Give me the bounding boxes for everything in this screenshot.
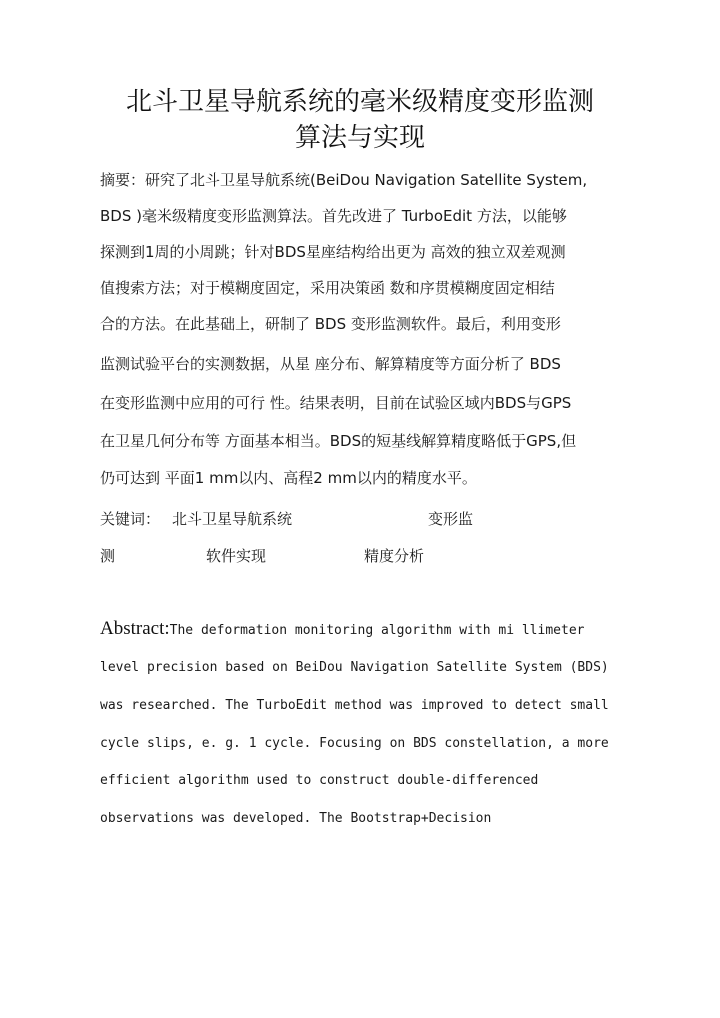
abstract-cn-line: 监测试验平台的实测数据，从星 座分布、解算精度等方面分析了 BDS	[100, 355, 561, 373]
abstract-en-line: observations was developed. The Bootstrap+Decision	[100, 811, 492, 826]
abstract-cn-line: BDS )毫米级精度变形监测算法。首先改进了 TurboEdit 方法，以能够	[100, 207, 567, 225]
keyword-item: 精度分析	[364, 547, 425, 565]
abstract-cn-line: 探测到1周的小周跳；针对BDS星座结构给出更为 高效的独立双差观测	[100, 243, 566, 261]
keywords-label: 关键词：	[100, 510, 161, 528]
abstract-en-line: efficient algorithm used to construct double-differenced	[100, 773, 539, 788]
abstract-cn-line: 值搜索方法；对于模糊度固定，采用决策函 数和序贯模糊度固定相结	[100, 279, 555, 297]
abstract-en-line: level precision based on BeiDou Navigation Satellite System (BDS)	[100, 660, 609, 675]
keyword-item: 测	[100, 547, 116, 565]
abstract-en-first-line	[100, 619, 584, 641]
abstract-cn-line: 摘要：研究了北斗卫星导航系统(BeiDou Navigation Satellite System,	[100, 171, 588, 189]
abstract-heading: Abstract:	[100, 618, 170, 639]
keyword-item: 变形监	[428, 510, 474, 528]
paper-title-line-2: 算法与实现	[294, 123, 425, 153]
keyword-item: 软件实现	[206, 547, 267, 565]
paper-title-line-1: 北斗卫星导航系统的毫米级精度变形监测	[125, 87, 594, 117]
abstract-cn-line: 在变形监测中应用的可行 性。结果表明，目前在试验区域内BDS与GPS	[100, 394, 572, 412]
abstract-en-line: cycle slips, e. g. 1 cycle. Focusing on BDS constellation, a more	[100, 736, 609, 751]
abstract-cn-line: 在卫星几何分布等 方面基本相当。BDS的短基线解算精度略低于GPS,但	[100, 432, 577, 450]
abstract-en-line: was researched. The TurboEdit method was improved to detect small	[100, 698, 609, 713]
keyword-item: 北斗卫星导航系统	[172, 510, 293, 528]
abstract-cn-line: 合的方法。在此基础上，研制了 BDS 变形监测软件。最后，利用变形	[100, 315, 561, 333]
abstract-en-text: The deformation monitoring algorithm with mi llimeter	[169, 623, 585, 638]
abstract-cn-line: 仍可达到 平面1 mm以内、高程2 mm以内的精度水平。	[100, 469, 477, 487]
